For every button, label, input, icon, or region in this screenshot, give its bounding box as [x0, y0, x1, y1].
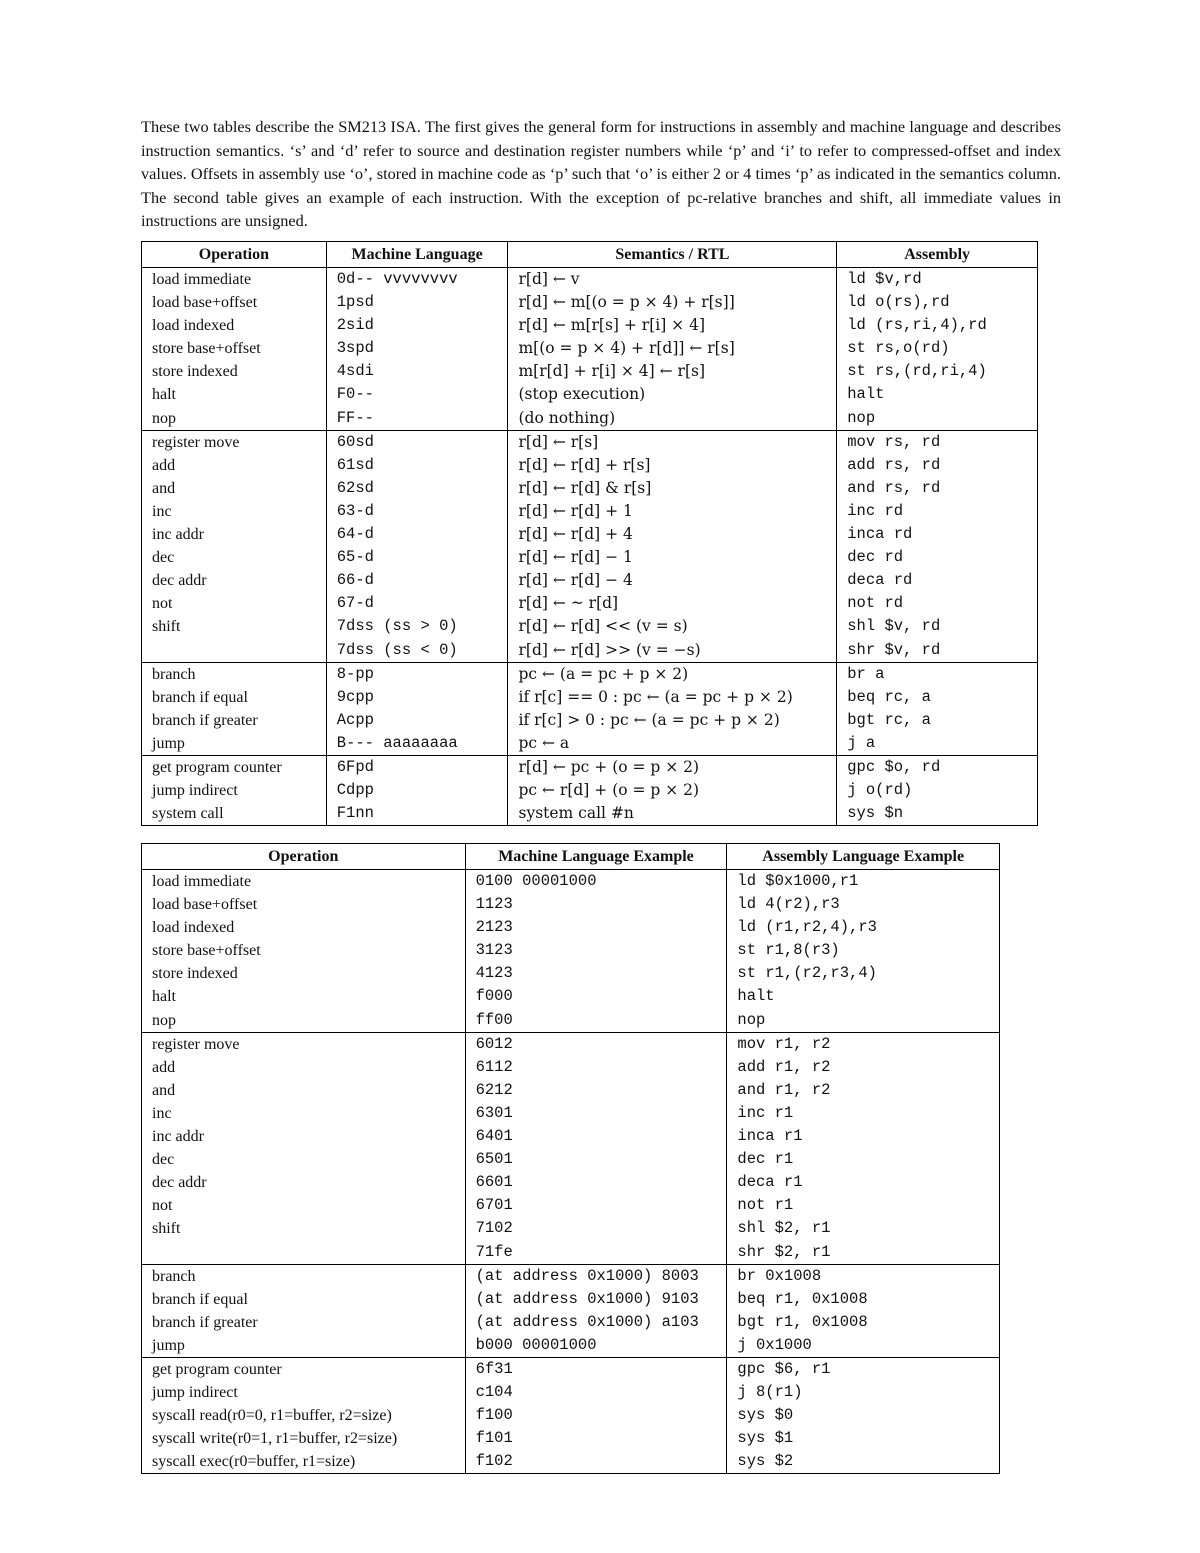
machine-language-cell: 1psd: [326, 291, 508, 314]
assembly-cell: inca rd: [837, 523, 1038, 546]
operation-cell: not: [142, 1194, 466, 1217]
operation-cell: branch if greater: [142, 1311, 466, 1334]
machine-language-cell: 64-d: [326, 523, 508, 546]
assembly-language-example-cell: nop: [727, 1009, 1000, 1033]
operation-cell: syscall exec(r0=buffer, r1=size): [142, 1450, 466, 1474]
assembly-cell: j o(rd): [837, 779, 1038, 802]
table-row: [142, 1056, 1000, 1079]
table-row: [142, 268, 1038, 292]
machine-language-example-cell: (at address 0x1000) 8003: [465, 1264, 727, 1288]
table-row: [142, 291, 1038, 314]
table-row: [142, 1357, 1000, 1381]
operation-cell: [142, 1241, 466, 1265]
assembly-cell: st rs,o(rd): [837, 337, 1038, 360]
machine-language-cell: F1nn: [326, 802, 508, 826]
semantics-cell: r[d] ← m[r[s] + r[i] × 4]: [508, 314, 837, 337]
assembly-cell: bgt rc, a: [837, 709, 1038, 732]
machine-language-cell: B--- aaaaaaaa: [326, 732, 508, 756]
table-row: [142, 1241, 1000, 1265]
assembly-language-example-cell: st r1,8(r3): [727, 939, 1000, 962]
assembly-language-example-cell: ld (r1,r2,4),r3: [727, 916, 1000, 939]
machine-language-cell: 4sdi: [326, 360, 508, 383]
machine-language-example-cell: 6501: [465, 1148, 727, 1171]
table-row: [142, 939, 1000, 962]
assembly-language-example-cell: br 0x1008: [727, 1264, 1000, 1288]
table-row: [142, 615, 1038, 638]
operation-cell: and: [142, 477, 327, 500]
operation-cell: load base+offset: [142, 893, 466, 916]
assembly-cell: mov rs, rd: [837, 430, 1038, 454]
machine-language-example-cell: f100: [465, 1404, 727, 1427]
semantics-cell: m[r[d] + r[i] × 4] ← r[s]: [508, 360, 837, 383]
machine-language-example-cell: b000 00001000: [465, 1334, 727, 1358]
machine-language-cell: Acpp: [326, 709, 508, 732]
table-row: [142, 1009, 1000, 1033]
operation-cell: system call: [142, 802, 327, 826]
table-row: [142, 639, 1038, 663]
table-row: [142, 407, 1038, 431]
assembly-cell: shr $v, rd: [837, 639, 1038, 663]
assembly-cell: j a: [837, 732, 1038, 756]
operation-cell: load immediate: [142, 870, 466, 894]
operation-cell: jump indirect: [142, 779, 327, 802]
table-row: [142, 1288, 1000, 1311]
operation-cell: shift: [142, 615, 327, 638]
table-row: [142, 1102, 1000, 1125]
assembly-language-example-cell: ld $0x1000,r1: [727, 870, 1000, 894]
table-row: [142, 985, 1000, 1008]
machine-language-example-cell: f101: [465, 1427, 727, 1450]
table-row: [142, 962, 1000, 985]
operation-cell: syscall read(r0=0, r1=buffer, r2=size): [142, 1404, 466, 1427]
table-row: [142, 1079, 1000, 1102]
operation-cell: branch: [142, 662, 327, 686]
operation-cell: inc addr: [142, 1125, 466, 1148]
operation-cell: inc: [142, 500, 327, 523]
table-row: [142, 662, 1038, 686]
semantics-cell: r[d] ← r[s]: [508, 430, 837, 454]
machine-language-example-cell: 4123: [465, 962, 727, 985]
semantics-cell: r[d] ← r[d] << (v = s): [508, 615, 837, 638]
semantics-cell: r[d] ← m[(o = p × 4) + r[s]]: [508, 291, 837, 314]
machine-language-cell: 66-d: [326, 569, 508, 592]
assembly-language-example-cell: beq r1, 0x1008: [727, 1288, 1000, 1311]
table-row: [142, 592, 1038, 615]
machine-language-example-cell: f102: [465, 1450, 727, 1474]
column-header-assembly: Assembly: [837, 242, 1038, 268]
assembly-language-example-cell: shl $2, r1: [727, 1217, 1000, 1240]
semantics-cell: r[d] ← ~ r[d]: [508, 592, 837, 615]
operation-cell: and: [142, 1079, 466, 1102]
assembly-cell: shl $v, rd: [837, 615, 1038, 638]
semantics-cell: if r[c] > 0 : pc ← (a = pc + p × 2): [508, 709, 837, 732]
assembly-cell: add rs, rd: [837, 454, 1038, 477]
table-row: [142, 916, 1000, 939]
semantics-cell: r[d] ← r[d] & r[s]: [508, 477, 837, 500]
operation-cell: get program counter: [142, 1357, 466, 1381]
operation-cell: load base+offset: [142, 291, 327, 314]
table-row: [142, 1404, 1000, 1427]
machine-language-cell: 3spd: [326, 337, 508, 360]
machine-language-example-cell: (at address 0x1000) a103: [465, 1311, 727, 1334]
table-row: [142, 523, 1038, 546]
operation-cell: add: [142, 454, 327, 477]
operation-cell: register move: [142, 1032, 466, 1056]
operation-cell: dec: [142, 1148, 466, 1171]
operation-cell: branch if equal: [142, 686, 327, 709]
table-row: [142, 1334, 1000, 1358]
assembly-language-example-cell: shr $2, r1: [727, 1241, 1000, 1265]
machine-language-cell: 0d-- vvvvvvvv: [326, 268, 508, 292]
operation-cell: dec addr: [142, 1171, 466, 1194]
machine-language-example-cell: 6112: [465, 1056, 727, 1079]
table-row: [142, 500, 1038, 523]
machine-language-example-cell: 7102: [465, 1217, 727, 1240]
assembly-cell: br a: [837, 662, 1038, 686]
machine-language-cell: 7dss (ss > 0): [326, 615, 508, 638]
assembly-language-example-cell: bgt r1, 0x1008: [727, 1311, 1000, 1334]
machine-language-cell: 2sid: [326, 314, 508, 337]
intro-paragraph: These two tables describe the SM213 ISA. The first gives the general form for instructions in assembly and machine language and describes instruction semantics. ‘s’ and ‘d’ refer to source and destination register numbers while ‘p’ and ‘i’ to refer to compressed-offset and index values. Offsets in assembly use ‘o’, stored in machine code as ‘p’ such that ‘o’ is either 2 or 4 times ‘p’ as indicated in the semantics column. The second table gives an example of each instruction. With the exception of pc-relative branches and shift, all immediate values in instructions are unsigned.: [141, 117, 1061, 231]
semantics-cell: (stop execution): [508, 383, 837, 406]
semantics-cell: system call #n: [508, 802, 837, 826]
operation-cell: get program counter: [142, 755, 327, 779]
operation-cell: nop: [142, 407, 327, 431]
machine-language-cell: 61sd: [326, 454, 508, 477]
table-row: [142, 383, 1038, 406]
operation-cell: branch if equal: [142, 1288, 466, 1311]
operation-cell: load indexed: [142, 916, 466, 939]
operation-cell: branch if greater: [142, 709, 327, 732]
assembly-language-example-cell: halt: [727, 985, 1000, 1008]
semantics-cell: r[d] ← r[d] + r[s]: [508, 454, 837, 477]
operation-cell: load immediate: [142, 268, 327, 292]
assembly-cell: beq rc, a: [837, 686, 1038, 709]
semantics-cell: r[d] ← r[d] + 4: [508, 523, 837, 546]
assembly-language-example-cell: st r1,(r2,r3,4): [727, 962, 1000, 985]
operation-cell: store indexed: [142, 360, 327, 383]
table-row: [142, 569, 1038, 592]
isa-semantics-table: [141, 241, 1038, 826]
machine-language-example-cell: 6401: [465, 1125, 727, 1148]
machine-language-cell: F0--: [326, 383, 508, 406]
machine-language-cell: 67-d: [326, 592, 508, 615]
operation-cell: store indexed: [142, 962, 466, 985]
table-row: [142, 454, 1038, 477]
assembly-language-example-cell: j 8(r1): [727, 1381, 1000, 1404]
table-row: [142, 1450, 1000, 1474]
assembly-cell: ld o(rs),rd: [837, 291, 1038, 314]
machine-language-cell: 7dss (ss < 0): [326, 639, 508, 663]
table-row: [142, 755, 1038, 779]
machine-language-example-cell: 6212: [465, 1079, 727, 1102]
machine-language-example-cell: 2123: [465, 916, 727, 939]
semantics-cell: m[(o = p × 4) + r[d]] ← r[s]: [508, 337, 837, 360]
semantics-cell: if r[c] == 0 : pc ← (a = pc + p × 2): [508, 686, 837, 709]
machine-language-example-cell: c104: [465, 1381, 727, 1404]
table-row: [142, 314, 1038, 337]
column-header-semantics: Semantics / RTL: [508, 242, 837, 268]
operation-cell: inc addr: [142, 523, 327, 546]
column-header-machine-language-example: Machine Language Example: [465, 844, 727, 870]
operation-cell: jump indirect: [142, 1381, 466, 1404]
assembly-language-example-cell: gpc $6, r1: [727, 1357, 1000, 1381]
operation-cell: syscall write(r0=1, r1=buffer, r2=size): [142, 1427, 466, 1450]
table-row: [142, 1125, 1000, 1148]
assembly-language-example-cell: not r1: [727, 1194, 1000, 1217]
intro-text: [141, 115, 1061, 233]
assembly-language-example-cell: ld 4(r2),r3: [727, 893, 1000, 916]
assembly-language-example-cell: sys $2: [727, 1450, 1000, 1474]
machine-language-example-cell: 6301: [465, 1102, 727, 1125]
assembly-cell: ld (rs,ri,4),rd: [837, 314, 1038, 337]
semantics-cell: pc ← r[d] + (o = p × 2): [508, 779, 837, 802]
semantics-cell: pc ← (a = pc + p × 2): [508, 662, 837, 686]
table-row: [142, 732, 1038, 756]
operation-cell: jump: [142, 732, 327, 756]
semantics-cell: pc ← a: [508, 732, 837, 756]
assembly-cell: not rd: [837, 592, 1038, 615]
operation-cell: halt: [142, 985, 466, 1008]
table-row: [142, 337, 1038, 360]
operation-cell: register move: [142, 430, 327, 454]
assembly-language-example-cell: inca r1: [727, 1125, 1000, 1148]
table-row: [142, 477, 1038, 500]
table-row: [142, 1311, 1000, 1334]
operation-cell: add: [142, 1056, 466, 1079]
assembly-cell: deca rd: [837, 569, 1038, 592]
operation-cell: load indexed: [142, 314, 327, 337]
semantics-cell: r[d] ← r[d] − 4: [508, 569, 837, 592]
table-header-row: [142, 844, 1000, 870]
table-row: [142, 360, 1038, 383]
assembly-language-example-cell: dec r1: [727, 1148, 1000, 1171]
assembly-cell: dec rd: [837, 546, 1038, 569]
machine-language-cell: 8-pp: [326, 662, 508, 686]
semantics-cell: r[d] ← r[d] >> (v = −s): [508, 639, 837, 663]
machine-language-example-cell: 71fe: [465, 1241, 727, 1265]
semantics-cell: r[d] ← r[d] + 1: [508, 500, 837, 523]
machine-language-cell: 9cpp: [326, 686, 508, 709]
table-row: [142, 1217, 1000, 1240]
table-row: [142, 430, 1038, 454]
column-header-operation: Operation: [142, 242, 327, 268]
table-row: [142, 1264, 1000, 1288]
column-header-operation: Operation: [142, 844, 466, 870]
machine-language-example-cell: 6f31: [465, 1357, 727, 1381]
operation-cell: not: [142, 592, 327, 615]
table-row: [142, 709, 1038, 732]
semantics-cell: r[d] ← v: [508, 268, 837, 292]
assembly-cell: inc rd: [837, 500, 1038, 523]
operation-cell: [142, 639, 327, 663]
assembly-language-example-cell: deca r1: [727, 1171, 1000, 1194]
operation-cell: store base+offset: [142, 939, 466, 962]
machine-language-cell: 63-d: [326, 500, 508, 523]
machine-language-example-cell: 6012: [465, 1032, 727, 1056]
assembly-cell: gpc $o, rd: [837, 755, 1038, 779]
column-header-machine-language: Machine Language: [326, 242, 508, 268]
machine-language-example-cell: 6701: [465, 1194, 727, 1217]
machine-language-cell: 62sd: [326, 477, 508, 500]
assembly-language-example-cell: mov r1, r2: [727, 1032, 1000, 1056]
operation-cell: nop: [142, 1009, 466, 1033]
table-row: [142, 686, 1038, 709]
column-header-assembly-language-example: Assembly Language Example: [727, 844, 1000, 870]
assembly-cell: halt: [837, 383, 1038, 406]
operation-cell: dec addr: [142, 569, 327, 592]
assembly-cell: ld $v,rd: [837, 268, 1038, 292]
table-row: [142, 1194, 1000, 1217]
machine-language-cell: Cdpp: [326, 779, 508, 802]
operation-cell: dec: [142, 546, 327, 569]
machine-language-example-cell: 0100 00001000: [465, 870, 727, 894]
machine-language-example-cell: 1123: [465, 893, 727, 916]
assembly-cell: nop: [837, 407, 1038, 431]
table-row: [142, 1171, 1000, 1194]
assembly-language-example-cell: sys $0: [727, 1404, 1000, 1427]
table-row: [142, 870, 1000, 894]
assembly-language-example-cell: j 0x1000: [727, 1334, 1000, 1358]
operation-cell: halt: [142, 383, 327, 406]
machine-language-example-cell: (at address 0x1000) 9103: [465, 1288, 727, 1311]
assembly-cell: and rs, rd: [837, 477, 1038, 500]
table-row: [142, 1381, 1000, 1404]
semantics-cell: r[d] ← r[d] − 1: [508, 546, 837, 569]
semantics-cell: (do nothing): [508, 407, 837, 431]
table-header-row: [142, 242, 1038, 268]
isa-examples-table: [141, 843, 1000, 1474]
assembly-cell: sys $n: [837, 802, 1038, 826]
table-row: [142, 1427, 1000, 1450]
assembly-language-example-cell: and r1, r2: [727, 1079, 1000, 1102]
assembly-cell: st rs,(rd,ri,4): [837, 360, 1038, 383]
table-row: [142, 779, 1038, 802]
machine-language-cell: FF--: [326, 407, 508, 431]
assembly-language-example-cell: add r1, r2: [727, 1056, 1000, 1079]
operation-cell: jump: [142, 1334, 466, 1358]
machine-language-example-cell: 3123: [465, 939, 727, 962]
machine-language-example-cell: f000: [465, 985, 727, 1008]
machine-language-cell: 6Fpd: [326, 755, 508, 779]
table-row: [142, 893, 1000, 916]
table-row: [142, 546, 1038, 569]
assembly-language-example-cell: inc r1: [727, 1102, 1000, 1125]
machine-language-cell: 60sd: [326, 430, 508, 454]
machine-language-cell: 65-d: [326, 546, 508, 569]
operation-cell: branch: [142, 1264, 466, 1288]
table-row: [142, 802, 1038, 826]
operation-cell: inc: [142, 1102, 466, 1125]
machine-language-example-cell: ff00: [465, 1009, 727, 1033]
table-row: [142, 1148, 1000, 1171]
operation-cell: store base+offset: [142, 337, 327, 360]
operation-cell: shift: [142, 1217, 466, 1240]
assembly-language-example-cell: sys $1: [727, 1427, 1000, 1450]
machine-language-example-cell: 6601: [465, 1171, 727, 1194]
table-row: [142, 1032, 1000, 1056]
semantics-cell: r[d] ← pc + (o = p × 2): [508, 755, 837, 779]
